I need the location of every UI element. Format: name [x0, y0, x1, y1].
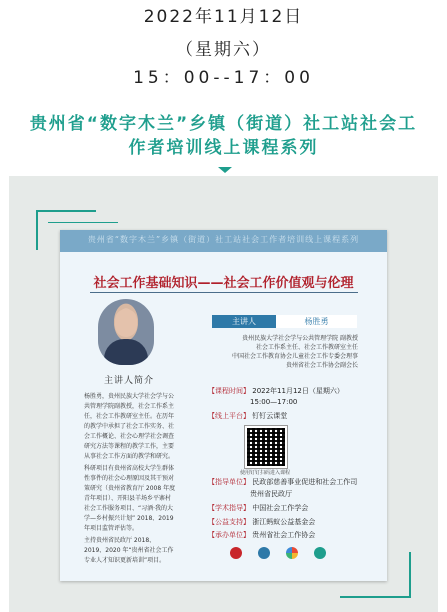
course-time-value: 2022年11月12日（星期六） [252, 387, 344, 395]
frame-corner-decoration [48, 222, 118, 223]
title-divider [90, 292, 358, 293]
host-title-line: 贵州省社会工作协会副会长 [285, 362, 358, 369]
platform-row [208, 411, 287, 421]
intro-paragraph: 主持贵州省民政厅 2018、2019、2020 年“贵州省社会工作专业人才知识更新培训”项目。 [84, 537, 174, 564]
qr-code-icon[interactable] [245, 426, 287, 468]
logo-teal-icon [314, 547, 326, 559]
frame-corner-decoration [36, 210, 96, 212]
host-title-line: 中国社会工作教育协会儿童社会工作专委会理事 [231, 353, 358, 360]
guide-key: 【指导单位】 [208, 478, 250, 486]
guide-value: 民政部慈善事业促进和社会工作司 [252, 478, 358, 486]
speaker-suit [104, 339, 148, 365]
frame-corner-decoration [409, 552, 411, 598]
host-org-key: 【承办单位】 [208, 531, 250, 539]
poster-banner-text: 贵州省“数字木兰”乡镇（街道）社工站社会工作者培训线上课程系列 [87, 235, 360, 244]
course-time-range: 15:00—17:00 [250, 398, 298, 406]
course-time-row [208, 386, 344, 396]
academic-key: 【学术指导】 [208, 504, 250, 512]
host-label: 主讲人 [212, 315, 276, 328]
speaker-photo [98, 299, 154, 365]
course-time-key: 【课程时间】 [208, 387, 250, 395]
logo-blue-icon [258, 547, 270, 559]
academic-row [208, 503, 308, 513]
series-title-line-1: 贵州省“数字木兰”乡镇（街道）社工站社会工 [29, 114, 418, 134]
poster-title: 社会工作基础知识——社会工作价值观与伦理 [93, 276, 354, 291]
support-value: 浙江蚂蚁公益基金会 [252, 518, 316, 526]
qr-caption: 使用钉钉扫码进入课程 [239, 470, 290, 476]
event-weekday: （星期六） [176, 40, 271, 60]
event-header [0, 0, 447, 170]
support-key: 【公益支持】 [208, 518, 250, 526]
platform-key: 【线上平台】 [208, 412, 250, 420]
logo-multicolor-icon [286, 547, 298, 559]
academic-value: 中国社会工作学会 [252, 504, 309, 512]
speaker-intro-text [84, 392, 176, 568]
course-poster [60, 230, 387, 581]
host-org-row [208, 530, 315, 540]
poster-top-banner [60, 230, 387, 252]
guide-value-2: 贵州省民政厅 [250, 490, 292, 498]
event-date: 2022年11月12日 [143, 7, 304, 27]
host-title-line: 贵州民族大学社会学与公共管理学院 副教授 [242, 335, 358, 342]
host-org-value: 贵州省社会工作协会 [252, 531, 316, 539]
host-bar [212, 315, 357, 328]
speaker-face [115, 309, 137, 337]
support-row [208, 517, 315, 527]
host-titles [188, 334, 358, 370]
series-title-line-2: 作者培训线上课程系列 [128, 138, 319, 158]
speaker-intro-heading: 主讲人简介 [103, 376, 154, 386]
intro-paragraph: 杨胜勇，贵州民族大学社会学与公共管理学院副教授，社会工作系主任，社会工作教研室主任。在历年的教学中承担了社会工作实务、社会工作概论、社会心理学社会调查研究方法等课程的教学工作，主要从事社会工作方面的教学和研究。 [84, 393, 175, 460]
frame-corner-decoration [36, 210, 38, 250]
host-name: 杨胜勇 [276, 315, 357, 328]
logo-red-icon [230, 547, 242, 559]
intro-paragraph: 科研项目有贵州省高校大学生群体性事件的社会心理原因及其干预对策研究（贵州省教育厅 2008 年度青年项目）、开阳县羊场乡平寨村社会工作服务项目、“习酒·我的大学—乡村振兴计划” 2018、2019 年项目监管评估等。 [84, 465, 176, 532]
sponsor-logos [228, 547, 338, 565]
event-time: 15：00--17：00 [133, 68, 314, 88]
down-arrow-icon [218, 167, 232, 173]
platform-value: 钉钉云课堂 [252, 412, 288, 420]
guide-row [208, 477, 357, 487]
host-title-line: 社会工作系主任、社会工作教研室主任 [255, 344, 358, 351]
frame-corner-decoration [340, 596, 411, 598]
